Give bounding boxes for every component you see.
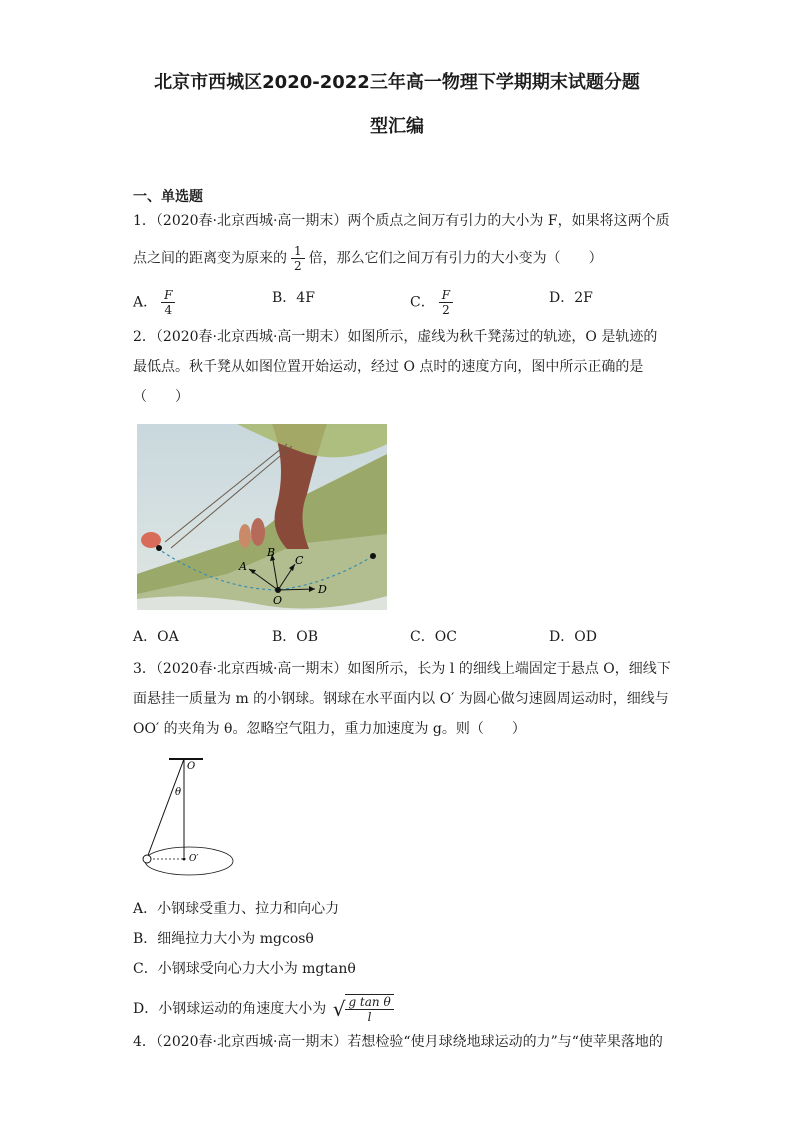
q1-frac-den: 2 <box>294 259 302 273</box>
q3-option-c[interactable]: C．小钢球受向心力大小为 mgtanθ <box>133 961 356 977</box>
q2-line2: 最低点。秋千凳从如图位置开始运动，经过 O 点时的速度方向，图中所示正确的是 <box>133 359 644 375</box>
q1-line2-post: 倍，那么它们之间万有引力的大小变为（ ） <box>308 250 603 267</box>
q1-option-c-frac <box>439 288 453 317</box>
label-o-top: O <box>187 761 196 772</box>
q1-option-c[interactable] <box>410 288 457 317</box>
label-o-prime: O′ <box>189 854 199 864</box>
q2-option-a[interactable]: A．OA <box>133 629 179 645</box>
q3-option-d-den: l <box>367 1010 372 1024</box>
q3-line3: OO′ 的夹角为 θ。忽略空气阻力，重力加速度为 g。则（ ） <box>133 721 526 737</box>
q1-line1: 1．（2020春·北京西城·高一期末）两个质点之间万有引力的大小为 F，如果将这两个质 <box>133 213 670 229</box>
q1-option-c-den: 2 <box>442 303 450 317</box>
q3-option-b[interactable]: B．细绳拉力大小为 mgcosθ <box>133 931 314 947</box>
section-heading: 一、单选题 <box>133 189 203 205</box>
q1-line2-pre: 点之间的距离变为原来的 <box>133 250 287 267</box>
q1-option-c-num: F <box>439 288 453 303</box>
q1-option-a-label: A． <box>133 294 158 311</box>
q1-option-d[interactable]: D．2F <box>549 290 593 306</box>
pendulum-figure <box>137 755 237 885</box>
q3-option-d-num: g tan θ <box>345 995 393 1010</box>
pendulum-string <box>147 759 184 858</box>
q1-option-a[interactable] <box>133 288 179 317</box>
q3-option-d-frac <box>345 994 393 1024</box>
q3-option-d[interactable] <box>133 994 398 1024</box>
label-d: D <box>318 583 327 596</box>
q1-option-c-label: C． <box>410 294 435 311</box>
doc-title-line2: 型汇编 <box>370 116 424 137</box>
steel-ball <box>143 855 151 863</box>
q1-option-b[interactable]: B．4F <box>272 290 315 306</box>
q3-line2: 面悬挂一质量为 m 的小钢球。钢球在水平面内以 O′ 为圆心做匀速圆周运动时，细线与 <box>133 691 669 707</box>
q3-line1: 3．（2020春·北京西城·高一期末）如图所示，长为 l 的细线上端固定于悬点 O，细线下 <box>133 661 671 677</box>
q2-line1: 2．（2020春·北京西城·高一期末）如图所示，虚线为秋千凳荡过的轨迹，O 是轨迹的 <box>133 329 658 345</box>
label-theta: θ <box>175 787 182 798</box>
trajectory-end-point <box>370 553 376 559</box>
doc-title-line1: 北京市西城区2020-2022三年高一物理下学期期末试题分题 <box>154 72 640 93</box>
q2-option-d[interactable]: D．OD <box>549 629 597 645</box>
label-o: O <box>273 594 283 607</box>
sqrt-sign: √ <box>332 997 346 1021</box>
q1-option-a-num: F <box>161 288 175 303</box>
q3-option-d-sqrt <box>333 994 398 1024</box>
label-c: C <box>295 554 304 567</box>
swing-seat-point <box>156 545 162 551</box>
q2-line3: （ ） <box>133 389 189 405</box>
q4-line1: 4．（2020春·北京西城·高一期末）若想检验“使月球绕地球运动的力”与“使苹果落地的 <box>133 1034 663 1050</box>
point-o-prime <box>183 858 186 861</box>
child-figure-2 <box>251 518 265 546</box>
child-figure-1 <box>239 524 251 548</box>
label-b: B <box>267 546 276 559</box>
label-a: A <box>239 560 247 573</box>
q1-frac-num: 1 <box>291 244 305 259</box>
q1-option-a-den: 4 <box>164 303 173 317</box>
q2-option-c[interactable]: C．OC <box>410 629 457 645</box>
q3-option-a[interactable]: A．小钢球受重力、拉力和向心力 <box>133 901 340 917</box>
q1-line2 <box>133 244 603 273</box>
q1-option-a-frac <box>161 288 175 317</box>
q2-option-b[interactable]: B．OB <box>272 629 319 645</box>
q1-fraction <box>291 244 305 273</box>
swing-figure <box>137 424 387 610</box>
q3-option-d-pre: D．小钢球运动的角速度大小为 <box>133 1001 327 1017</box>
